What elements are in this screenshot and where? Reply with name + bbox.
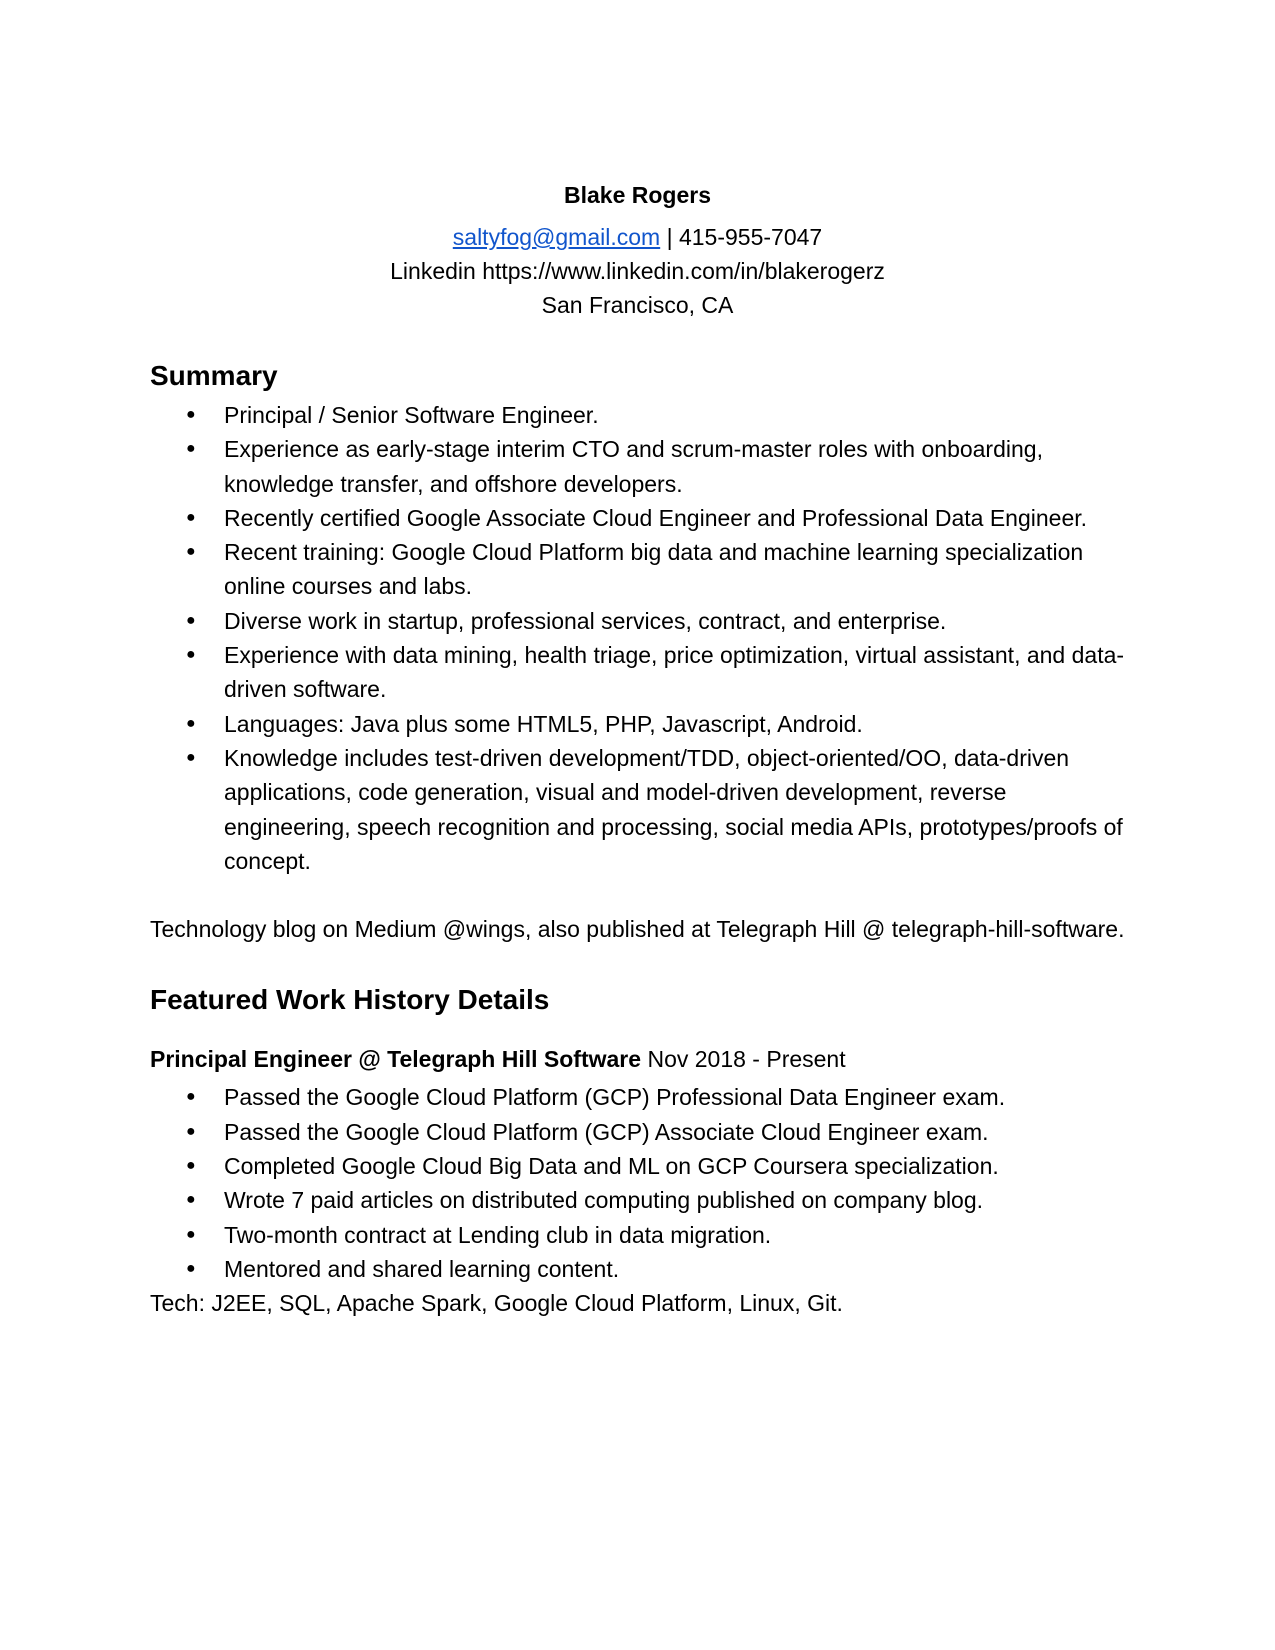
- contact-line: [150, 220, 1125, 254]
- summary-item: ● Recently certified Google Associate Cloud Engineer and Professional Data Engineer.: [224, 501, 1125, 535]
- linkedin-line: Linkedin https://www.linkedin.com/in/blakerogerz: [390, 258, 885, 284]
- job-item: ● Mentored and shared learning content.: [224, 1252, 1125, 1286]
- job-item: ● Passed the Google Cloud Platform (GCP) Professional Data Engineer exam.: [224, 1080, 1125, 1114]
- job-item: ● Wrote 7 paid articles on distributed computing published on company blog.: [224, 1183, 1125, 1217]
- summary-item: ● Experience as early-stage interim CTO and scrum-master roles with onboarding, knowledge transfer, and offshore developers.: [224, 432, 1125, 501]
- summary-list: [150, 398, 1125, 878]
- blog-note: Technology blog on Medium @wings, also published at Telegraph Hill @ telegraph-hill-software.: [150, 916, 1125, 943]
- summary-item: ● Recent training: Google Cloud Platform big data and machine learning specialization online courses and labs.: [224, 535, 1125, 604]
- job-item: ● Passed the Google Cloud Platform (GCP) Associate Cloud Engineer exam.: [224, 1115, 1125, 1149]
- contact-separator: |: [666, 224, 673, 250]
- job-title: Principal Engineer @ Telegraph Hill Software: [150, 1046, 642, 1073]
- summary-item: ● Experience with data mining, health triage, price optimization, virtual assistant, and data-driven software.: [224, 638, 1125, 707]
- summary-item: ● Languages: Java plus some HTML5, PHP, Javascript, Android.: [224, 707, 1125, 741]
- job-item: ● Two-month contract at Lending club in data migration.: [224, 1218, 1125, 1252]
- summary-item: ● Principal / Senior Software Engineer.: [224, 398, 1125, 432]
- summary-item: ● Knowledge includes test-driven development/TDD, object-oriented/OO, data-driven applications, code generation, visual and model-driven development, reverse engineering, speech recognition and processing, social media APIs, prototypes/proofs of concept.: [224, 741, 1125, 878]
- summary-item: ● Diverse work in startup, professional services, contract, and enterprise.: [224, 604, 1125, 638]
- summary-heading: Summary: [150, 360, 278, 391]
- phone-number: 415-955-7047: [678, 224, 823, 250]
- job-items-list: [150, 1080, 1125, 1286]
- job-tech: Tech: J2EE, SQL, Apache Spark, Google Cloud Platform, Linux, Git.: [150, 1290, 843, 1317]
- resume-page: [150, 178, 1125, 1321]
- location: San Francisco, CA: [541, 292, 734, 318]
- resume-header: [150, 178, 1125, 322]
- work-history-heading: Featured Work History Details: [150, 984, 550, 1016]
- email-link[interactable]: saltyfog@gmail.com: [452, 224, 661, 250]
- job-dates: Nov 2018 - Present: [647, 1046, 846, 1073]
- job-title-line: [150, 1042, 1125, 1076]
- candidate-name: Blake Rogers: [563, 182, 711, 208]
- job-item: ● Completed Google Cloud Big Data and ML on GCP Coursera specialization.: [224, 1149, 1125, 1183]
